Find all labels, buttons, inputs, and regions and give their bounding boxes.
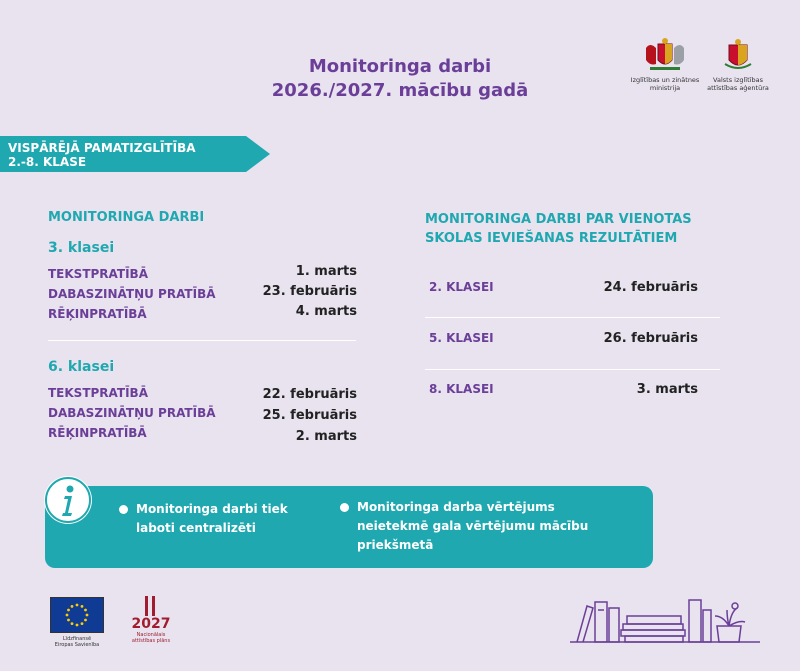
subject-item: RĒĶINPRATĪBĀ [48,426,147,440]
class-label: 5. KLASEI [429,331,494,345]
divider [425,317,720,318]
grade-3-subjects [48,264,216,324]
right-heading-line-2: SKOLAS IEVIEŠANAS REZULTĀTIEM [425,231,678,246]
coat-of-arms-icon [721,38,755,72]
nap-caption-1: Nacionālais [136,632,166,638]
list-item [425,331,720,351]
title-line-2: 2026./2027. mācību gadā [271,80,529,101]
class-label: 8. KLASEI [429,382,494,396]
date-item: 2. marts [295,429,357,444]
ministry-name-1: Izglītības un zinātnes [630,76,700,84]
list-item [425,382,720,402]
bullet-dot [119,505,128,514]
grade-3-label: 3. klasei [48,240,115,256]
info-icon [44,476,92,524]
grade-6-dates [263,384,357,447]
eu-logo [50,597,104,651]
eu-flag-icon [50,597,104,633]
agency-logo [693,38,783,92]
grade-3-dates [263,262,357,322]
agency-name-2: attīstības aģentūra [707,84,769,92]
bullet-dot [340,503,349,512]
date-item: 22. februāris [262,387,357,402]
date-item: 4. marts [295,304,357,319]
grade-6-subjects [48,383,216,443]
nap-bars-icon [141,594,161,616]
divider [425,369,720,370]
info-bullet-2: Monitoringa darba vērtējums neietekmē gala vērtējumu mācību priekšmetā [357,498,588,555]
section-banner [0,136,270,172]
list-item [425,280,720,300]
right-heading [425,210,692,248]
class-date: 3. marts [636,382,698,397]
subject-item: TEKSTPRATĪBĀ [48,386,148,400]
class-label: 2. KLASEI [429,280,494,294]
subject-item: DABASZINĀTŅU PRATĪBĀ [48,287,216,301]
subject-item: RĒĶINPRATĪBĀ [48,307,147,321]
date-item: 23. februāris [262,284,357,299]
nap-logo [126,594,176,644]
ministry-name-2: ministrija [649,84,681,92]
class-date: 26. februāris [603,331,698,346]
left-heading: MONITORINGA DARBI [48,210,205,225]
eu-caption-2: Eiropas Savienība [54,642,100,648]
title-line-1: Monitoringa darbi [308,56,492,77]
right-heading-line-1: MONITORINGA DARBI PAR VIENOTAS [425,212,692,227]
info-bullet-1: Monitoringa darbi tiek laboti centralizēti [136,500,288,538]
subject-item: TEKSTPRATĪBĀ [48,267,148,281]
eu-caption-1: Līdzfinansē [62,636,92,642]
class-date: 24. februāris [603,280,698,295]
bookshelf-illustration [565,592,765,656]
banner-line-1: VISPĀRĒJĀ PAMATIZGLĪTĪBA [8,141,196,155]
grade-6-label: 6. klasei [48,359,115,375]
agency-name-1: Valsts izglītības [713,76,763,84]
coat-of-arms-icon [640,38,690,72]
banner-line-2: 2.-8. KLASE [8,155,87,169]
subject-item: DABASZINĀTŅU PRATĪBĀ [48,406,216,420]
nap-year: 2027 [131,616,171,632]
divider [48,340,356,341]
date-item: 1. marts [295,264,357,279]
nap-caption-2: attīstības plāns [131,638,171,644]
date-item: 25. februāris [262,408,357,423]
